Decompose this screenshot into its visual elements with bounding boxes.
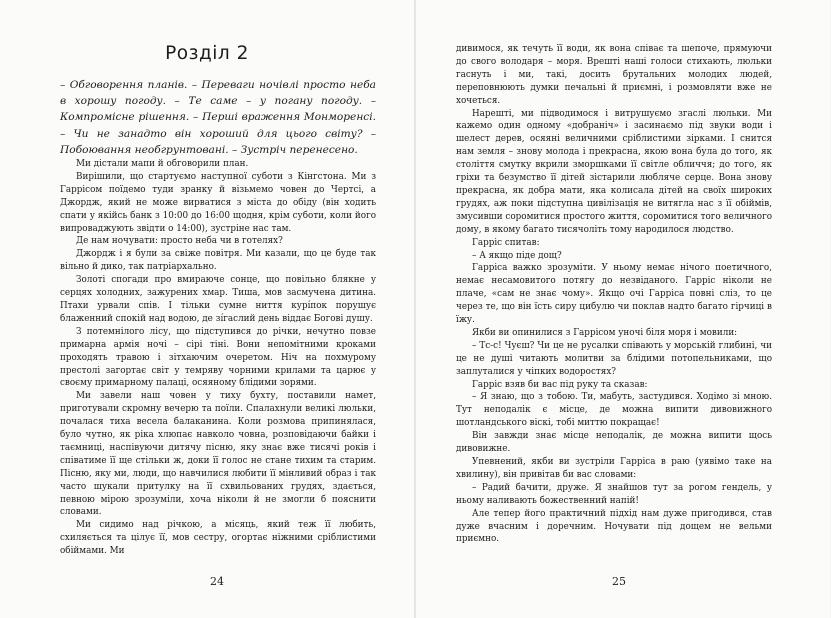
paragraph: З потемнілого лісу, що підступився до річки, нечутно повзе примарна армія ночі – сірі тіні. Вони непомітними кроками проходять травою і зітхаючим очеретом. Ніч на похмурому престолі загортає світ у темряву чорними крилами та царює у своєму примарному палаці, осяяному блідими зорями. — [60, 326, 376, 389]
paragraph: Нарешті, ми підводимося і витрушуємо згаслі люльки. Ми кажемо один одному «добраніч» і засинаємо під звуки води і шелест дерев, осяяні величними сріблистими зірками. І снится нам земля – знову молода і прекрасна, якою вона була до того, як століття смутку вкрили зморшками її світле обличчя; до того, як гріхи та безумство її дітей зістарили любляче серце. Вона знову прекрасна, як добра мати, яка колисала дітей на своїх широких грудях, аж поки підступна цивілізація не витягла нас з її обіймів, змусивши соромитися простого життя, соромитися того величного дому, в якому багато тисячоліть тому народилося людство. — [456, 108, 772, 235]
paragraph: Ми сидимо над річкою, а місяць, який теж її любить, схиляється та цілує її, мов сестру, огортає ніжними сріблистими обіймами. Ми — [60, 520, 376, 557]
right-page — [416, 0, 830, 618]
paragraph: – Радий бачити, друже. Я знайшов тут за рогом гендель, у ньому наливають божественний напій! — [456, 482, 772, 506]
paragraph: Вирішили, що стартуємо наступної суботи з Кінгстона. Ми з Гаррісом поїдемо туди зранку й візьмемо човен до Чертсі, а Джордж, який не може вирватися з міста до обіду (він ходить спати у якійсь банк з 10:00 до 16:00 щодня, крім суботи, коли його випроваджують звідти о 14:00), зустріне нас там. — [60, 171, 376, 234]
page-number: 24 — [210, 575, 224, 588]
paragraph: – Тс-с! Чуєш? Чи це не русалки співають у морській глибині, чи це не душі читають молитви за блідими потопельниками, що заплуталися у чіпких водоростях? — [456, 340, 772, 377]
paragraph: Гарріс спитав: — [472, 237, 540, 248]
paragraph: Джордж і я були за свіже повітря. Ми казали, що це буде так вільно й дико, так патріархально. — [60, 249, 376, 273]
chapter-title: Розділ 2 — [165, 43, 249, 64]
right-body-text — [456, 43, 772, 546]
paragraph: дивимося, як течуть її води, як вона співає та шепоче, прямуючи до свого володаря – моря. Врешті наші голоси стихають, люльки гаснуть і ми, такі, досить брутальних молодих людей, переповнюють думки печальні й приємні, і розмовляти вже не хочеться. — [456, 44, 772, 106]
paragraph: Але тепер його практичний підхід нам дуже пригодився, став дуже вчасним і доречним. Ночувати під дощем не вельми приємно. — [456, 508, 772, 545]
paragraph: Гарріс взяв би вас під руку та сказав: — [472, 379, 648, 390]
paragraph: Упевнений, якби ви зустріли Гарріса в раю (уявімо таке на хвилину), він привітав би вас словами: — [456, 457, 772, 480]
paragraph: – Я знаю, що з тобою. Ти, мабуть, застудився. Ходімо зі мною. Тут неподалік є місце, де можна випити дивовижного шотландського віскі, тобі миттю покращає! — [456, 392, 772, 429]
chapter-summary: – Обговорення планів. – Переваги ночівлі просто неба в хорошу погоду. – Те саме – у погану погоду. – Компромісне рішення. – Перші враження Монморенсі. – Чи не занадто він хороший для цього світу? – Побоювання необгрунтовані. – Зустріч перенесено. — [60, 79, 376, 156]
paragraph: Гарріса важко зрозуміти. У ньому немає нічого поетичного, немає несамовитого потягу до незвіданого. Гарріс ніколи не плаче, «сам не знає чому». Якщо очі Гарріса повні сліз, то це через те, що він їсть сиру цибулю чи поклав надто багато гірчиці в їжу. — [456, 263, 772, 326]
paragraph: Золоті спогади про вмираюче сонце, що повільно блякне у серцях холодних, зажурених хмар. Тиша, мов засмучена дитина. Птахи урвали спів. І тільки сумне ниття курі́пок порушує блаженний спокій над водою, де зі́гаслий день віддає Богові душу. — [60, 275, 376, 324]
paragraph: Якби ви опинилися з Гаррісом уночі біля моря і мовили: — [472, 327, 738, 338]
paragraph: Ми завели наш човен у тиху бухту, поставили намет, приготували скромну вечерю та поїли. Спалахнули великі люльки, почалася тиха весела балаканина. Коли розмова припинялася, було чутно, як ріка хлюпає навколо човна, розповідаючи байки і таємниці, наспівуючи дитячу пісню, яку знає вже тисячі років і співатиме її ще стільки ж, доки її голос не стане тихим та старим. Пісню, яку ми, люди, що навчилися любити її мінливий образ і так часто шукали притулку на її схвильованих грудях, здається, певною мірою зрозуміли, хоча ніколи й не змогли б пояснити словами. — [60, 391, 376, 518]
paragraph: – А якщо піде дощ? — [472, 250, 562, 261]
paragraph: Де нам ночувати: просто неба чи в готелях? — [76, 236, 283, 247]
paragraph: Він завжди знає місце неподалік, де можна випити щось дивовижне. — [456, 431, 772, 455]
page-number: 25 — [612, 575, 626, 588]
left-page — [0, 0, 415, 618]
paragraph: Ми дістали мапи й обговорили план. — [76, 159, 249, 169]
left-body-text — [60, 158, 376, 558]
